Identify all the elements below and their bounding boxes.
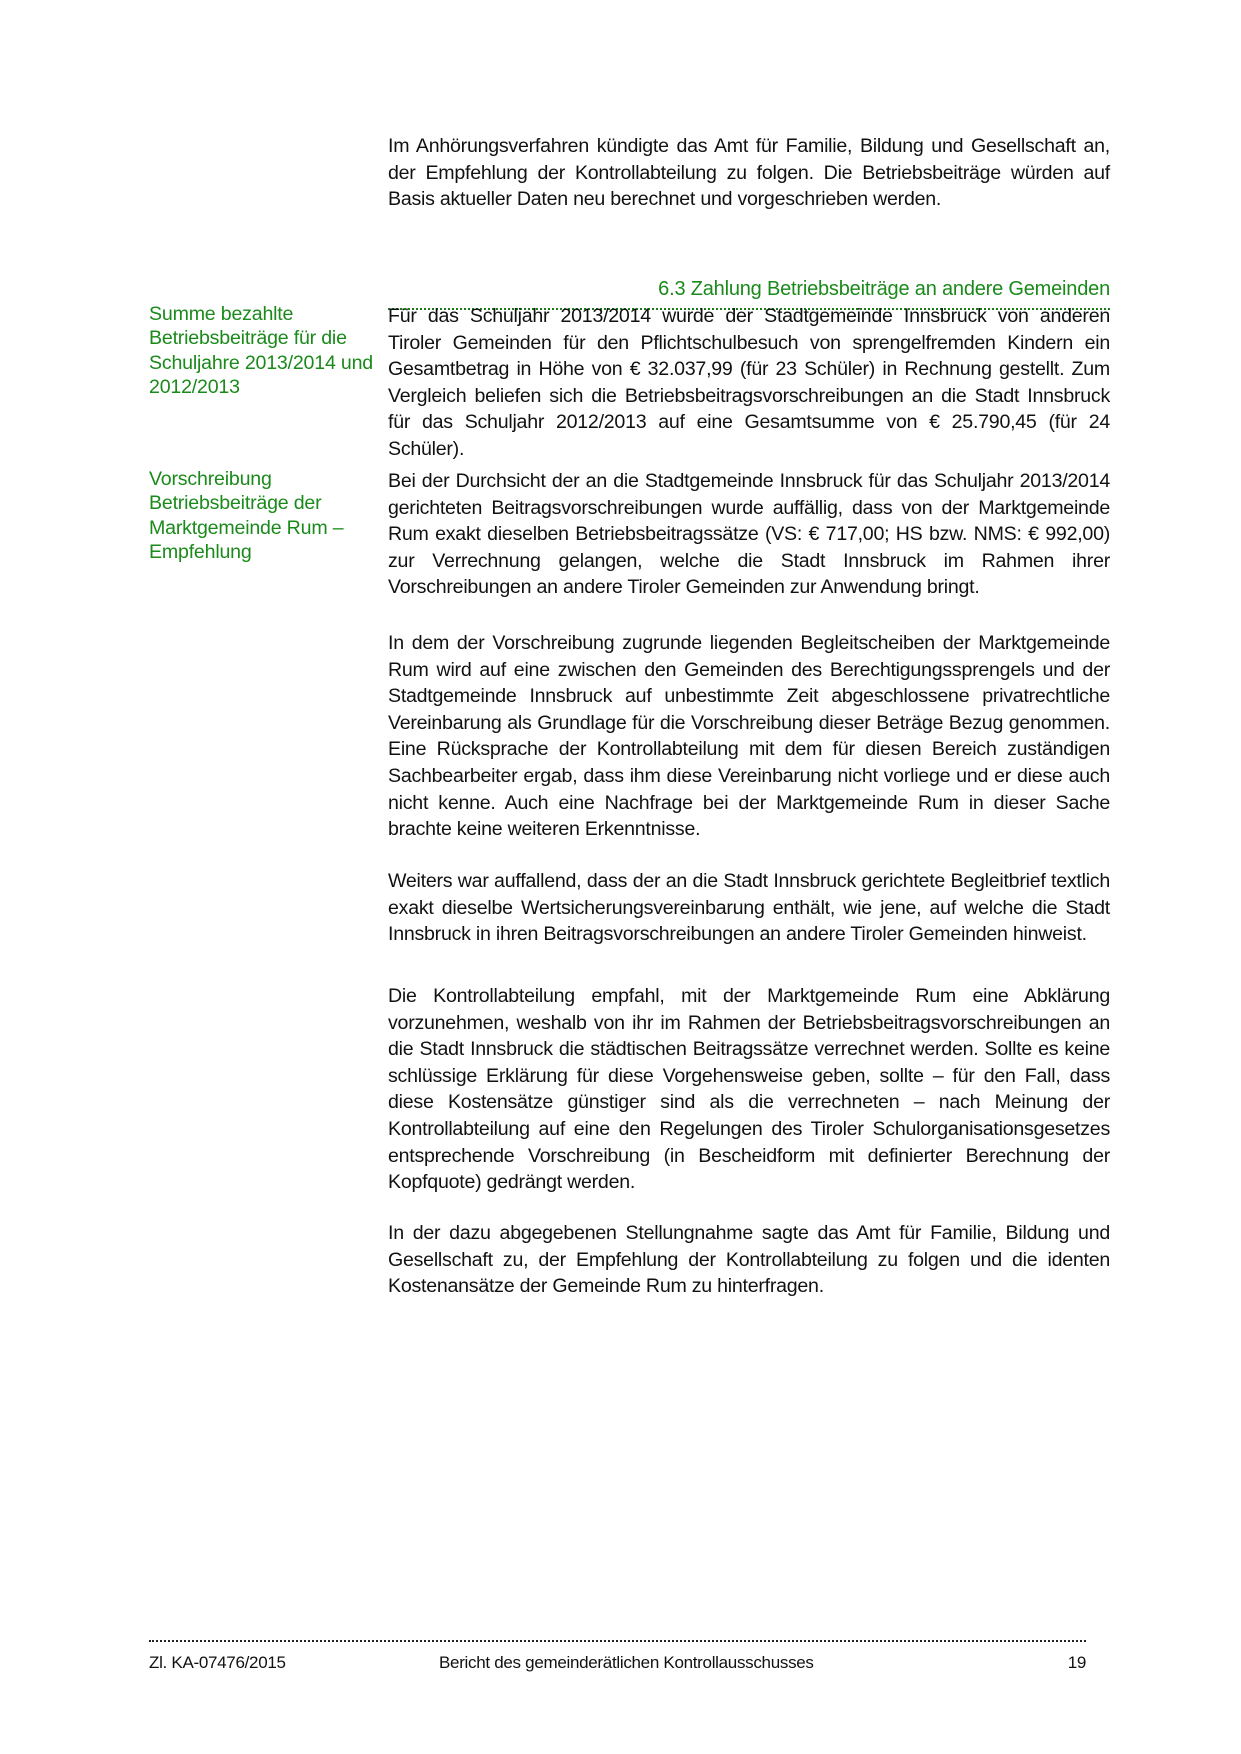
body-paragraph: Bei der Durchsicht der an die Stadtgemeinde Innsbruck für das Schuljahr 2013/2014 gerichteten Beitragsvorschreibungen wurde auffällig, dass von der Marktgemeinde Rum exakt dieselben Betriebsbeitragssätze (VS: € 717,00; HS bzw. NMS: € 992,00) zur Verrechnung gelangen, welche die Stadt Innsbruck im Rahmen ihrer Vorschreibungen an andere Tiroler Gemeinden zur Anwendung bringt. (388, 470, 1110, 599)
paragraph-block-4 (388, 868, 1110, 948)
footer-reference: Zl. KA-07476/2015 (149, 1653, 286, 1672)
body-paragraph: Weiters war auffallend, dass der an die Stadt Innsbruck gerichtete Begleitbrief textlich exakt dieselbe Wertsicherungsvereinbarung enthält, wie jene, auf welche die Stadt Innsbruck in ihren Beitragsvorschreibungen an andere Tiroler Gemeinden hinweist. (388, 870, 1110, 946)
body-paragraph: Die Kontrollabteilung empfahl, mit der Marktgemeinde Rum eine Abklärung vorzunehmen, weshalb von ihr im Rahmen der Betriebsbeitragsvorschreibungen an die Stadt Innsbruck die städtischen Beitragssätze verrechnet werden. Sollte es keine schlüssige Erklärung für diese Vorgehensweise geben, sollte – für den Fall, dass diese Kostensätze günstiger sind als die verrechneten – nach Meinung der Kontrollabteilung auf eine den Regelungen des Tiroler Schulorganisationsgesetzes entsprechende Vorschreibung (in Bescheidform mit definierter Berechnung der Kopfquote) gedrängt werden. (388, 985, 1110, 1194)
intro-paragraph: Im Anhörungsverfahren kündigte das Amt für Familie, Bildung und Gesellschaft an, der Empfehlung der Kontrollabteilung zu folgen. Die Betriebsbeiträge würden auf Basis aktueller Daten neu berechnet und vorgeschrieben werden. (388, 135, 1110, 211)
intro-paragraph-block (388, 133, 1110, 213)
paragraph-block-3 (388, 630, 1110, 843)
body-paragraph: In dem der Vorschreibung zugrunde liegenden Begleitscheiben der Marktgemeinde Rum wird auf eine zwischen den Gemeinden des Berechtigungssprengels und der Stadtgemeinde Innsbruck auf unbestimmte Zeit abgeschlossene privatrechtliche Vereinbarung als Grundlage für die Vorschreibung dieser Beträge Bezug genommen. Eine Rücksprache der Kontrollabteilung mit dem für diesen Bereich zuständigen Sachbearbeiter ergab, dass ihm diese Vereinbarung nicht vorliege und er diese auch nicht kenne. Auch eine Nachfrage bei der Marktgemeinde Rum in dieser Sache brachte keine weiteren Erkenntnisse. (388, 632, 1110, 841)
footer-divider (149, 1640, 1086, 1642)
paragraph-block-5 (388, 983, 1110, 1196)
side-note-summe-betriebsbeitraege: Summe bezahlte Betriebsbeiträge für die Schuljahre 2013/2014 und 2012/2013 (149, 303, 373, 399)
side-note-vorschreibung-rum: Vorschreibung Betriebsbeiträge der Marktgemeinde Rum – Empfehlung (149, 468, 344, 564)
section-heading: 6.3 Zahlung Betriebsbeiträge an andere Gemeinden (658, 278, 1110, 300)
paragraph-block-2 (388, 468, 1110, 601)
page-number: 19 (1067, 1653, 1086, 1672)
paragraph-block-6 (388, 1220, 1110, 1300)
body-paragraph: In der dazu abgegebenen Stellungnahme sagte das Amt für Familie, Bildung und Gesellschaft zu, der Empfehlung der Kontrollabteilung zu folgen und die identen Kostenansätze der Gemeinde Rum zu hinterfragen. (388, 1222, 1110, 1298)
footer-title: Bericht des gemeinderätlichen Kontrollausschusses (439, 1653, 814, 1672)
paragraph-block-1 (388, 303, 1110, 463)
body-paragraph: Für das Schuljahr 2013/2014 wurde der Stadtgemeinde Innsbruck von anderen Tiroler Gemeinden für den Pflichtschulbesuch von sprengelfremden Kindern ein Gesamtbetrag in Höhe von € 32.037,99 (für 23 Schüler) in Rechnung gestellt. Zum Vergleich beliefen sich die Betriebsbeitragsvorschreibungen an die Stadt Innsbruck für das Schuljahr 2012/2013 auf eine Gesamtsumme von € 25.790,45 (für 24 Schüler). (388, 305, 1110, 460)
